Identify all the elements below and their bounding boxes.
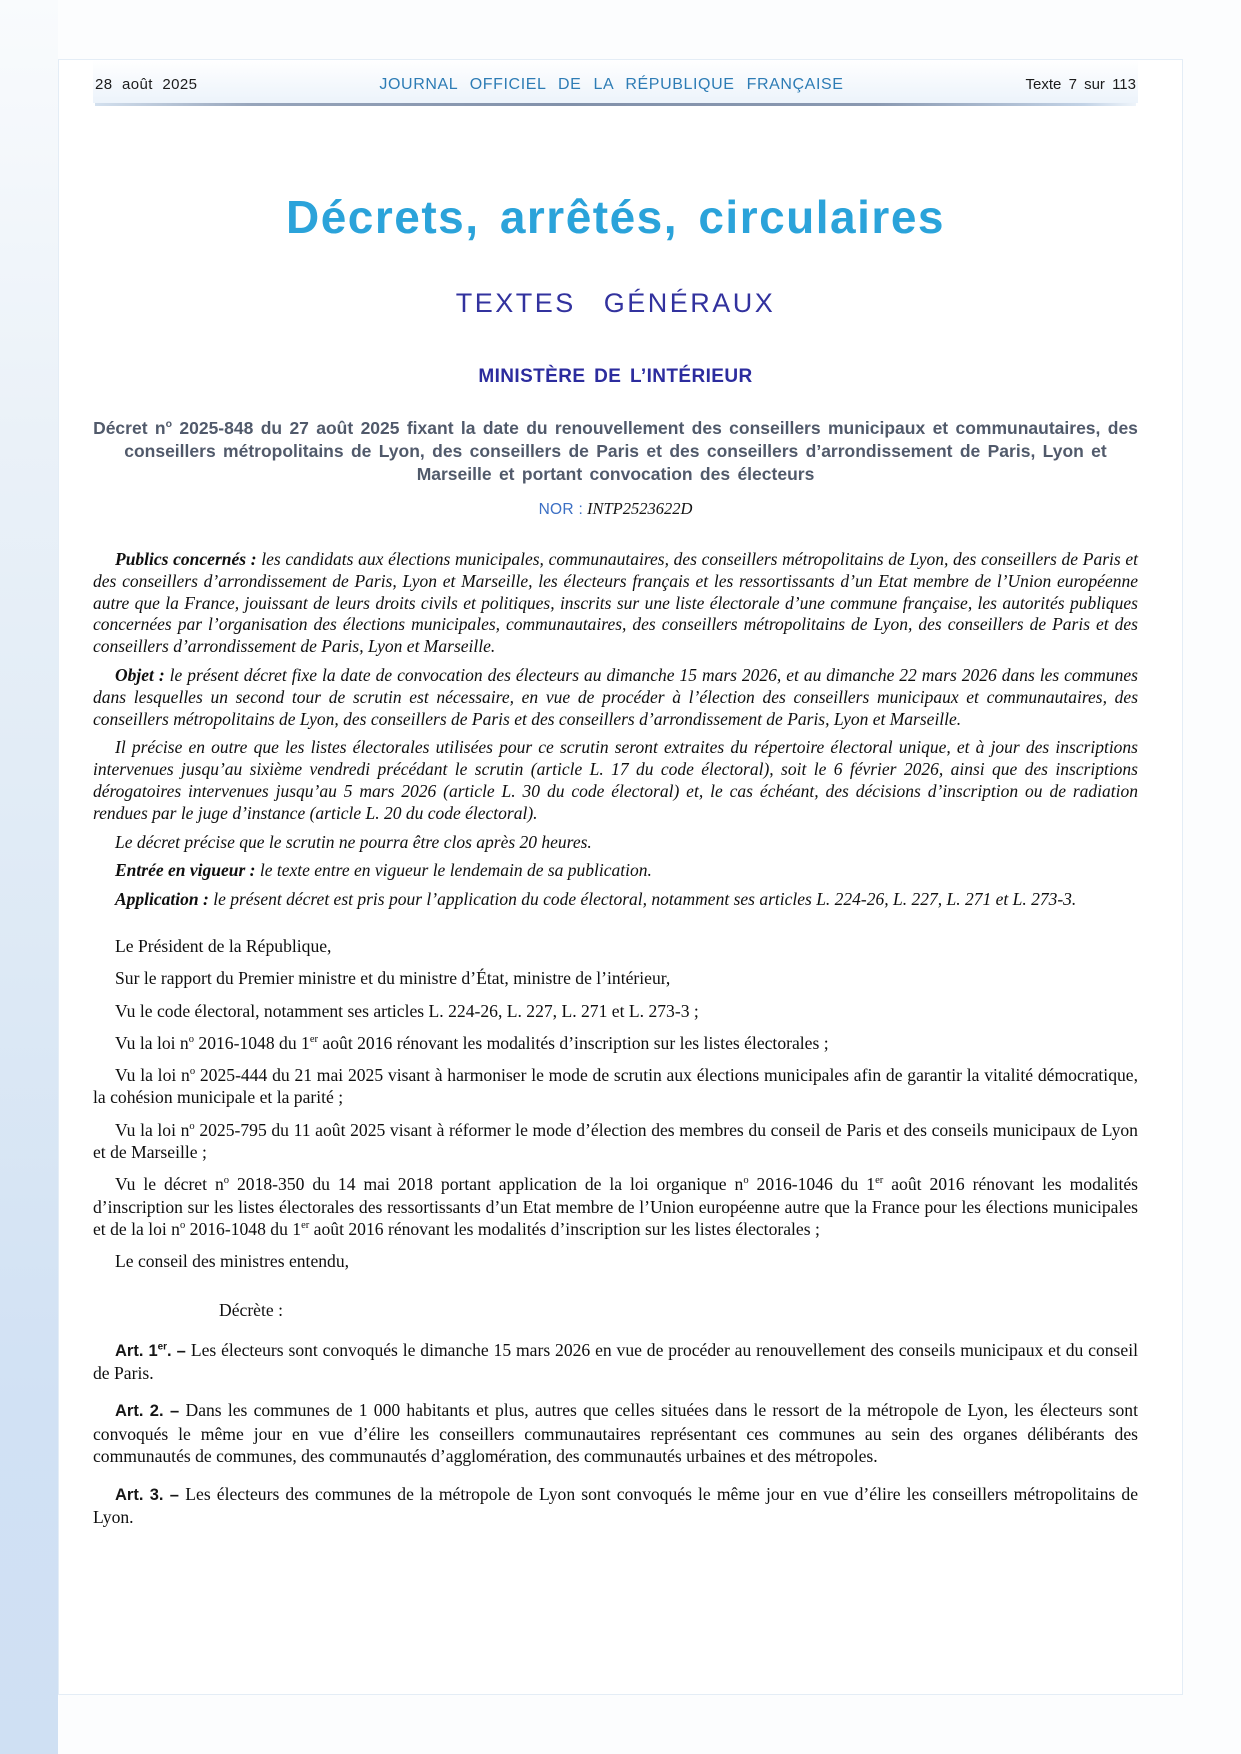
nor-code: INTP2523622D bbox=[587, 499, 693, 518]
article-dash: – bbox=[163, 1402, 186, 1421]
paragraph-lead: Publics concernés : bbox=[115, 549, 257, 569]
preamble-paragraph: Objet : le présent décret fixe la date de convocation des électeurs au dimanche 15 mars 2026, et au dimanche 22 mars 2026 dans les communes dans lesquelles un second tour de scrutin est nécessaire, en vue de procéder à l’élection des conseillers municipaux et communautaires, des conseillers métropolitains de Lyon, des conseillers de Paris et des conseillers d’arrondissement de Paris, Lyon et Marseille. bbox=[93, 664, 1138, 729]
recital-paragraph: Le Président de la République, bbox=[115, 935, 332, 956]
left-margin-gradient bbox=[0, 0, 58, 1754]
ministry-heading: MINISTÈRE DE L’INTÉRIEUR bbox=[478, 366, 753, 387]
paragraph-lead: Objet : bbox=[115, 664, 165, 685]
recital-paragraph: Vu la loi $n^o$ 2016-1048 du 1er août 2016 rénovant les modalités d’inscription sur les listes électorales ; bbox=[115, 1032, 829, 1053]
decrete-word: Décrète : bbox=[219, 1299, 283, 1320]
article-paragraph: Art. 1er. – Les électeurs sont convoqués le dimanche 15 mars 2026 en vue de procéder au renouvellement des conseils municipaux et du conseil de Paris. bbox=[93, 1339, 1138, 1383]
nor-label: NOR : bbox=[538, 501, 584, 518]
preamble-paragraph: Il précise en outre que les listes électorales utilisées pour ce scrutin seront extraites du répertoire électoral unique, et à jour des inscriptions intervenues jusqu’au sixième vendredi précédant le scrutin (article L. 17 du code électoral), soit le 6 février 2026, ainsi que des inscriptions dérogatoires intervenues jusqu’au 5 mars 2026 (article L. 30 du code électoral) et, le cas échéant, des décisions d’inscription ou de radiation rendues par le juge d’instance (article L. 20 du code électoral). bbox=[93, 737, 1138, 823]
recital-paragraph: Vu la loi $n^o$ 2025-795 du 11 août 2025 visant à réformer le mode d’élection des membres du conseil de Paris et des conseils municipaux de Lyon et de Marseille ; bbox=[93, 1119, 1138, 1163]
preamble-paragraph: Application : le présent décret est pris pour l’application du code électoral, notamment ses articles L. 224-26, L. 227, L. 271 et L. 273-3. bbox=[115, 889, 1077, 910]
recital-paragraph: Sur le rapport du Premier ministre et du ministre d’État, ministre de l’intérieur, bbox=[115, 968, 671, 989]
decree-title: Décret $n^o$ 2025-848 du 27 août 2025 fixant la date du renouvellement des conseillers municipaux et communautaires, des conseillers métropolitains de Lyon, des conseillers de Paris et des conseillers d’arrondissement de Paris, Lyon et Marseille et portant convocation des électeurs bbox=[93, 418, 1138, 484]
subsection-title: TEXTES GÉNÉRAUX bbox=[455, 288, 776, 318]
document-page bbox=[58, 59, 1183, 1695]
article-paragraph: Art. 2. – Dans les communes de 1 000 habitants et plus, autres que celles situées dans le ressort de la métropole de Lyon, les électeurs sont convoqués le même jour en vue d’élire les conseillers communautaires représentant ces communes au sein des organes délibérants des communautés de communes, des communautés d’agglomération, des communautés urbaines et des métropoles. bbox=[93, 1400, 1138, 1467]
recital-paragraph: Vu la loi $n^o$ 2025-444 du 21 mai 2025 visant à harmoniser le mode de scrutin aux élections municipales afin de garantir la vitalité démocratique, la cohésion municipale et la parité ; bbox=[93, 1065, 1138, 1108]
preamble-section bbox=[93, 549, 1138, 911]
section-title: Décrets, arrêtés, circulaires bbox=[285, 191, 945, 243]
preamble-paragraph: Entrée en vigueur : le texte entre en vigueur le lendemain de sa publication. bbox=[115, 860, 652, 881]
recital-paragraph: Le conseil des ministres entendu, bbox=[115, 1251, 350, 1272]
article-label: Art. 2. bbox=[115, 1402, 164, 1421]
preamble-paragraph: Le décret précise que le scrutin ne pourra être clos après 20 heures. bbox=[115, 831, 592, 852]
header-journal-title: JOURNAL OFFICIEL DE LA RÉPUBLIQUE FRANÇAISE bbox=[379, 76, 844, 93]
article-dash: – bbox=[171, 1341, 191, 1360]
recitals-section bbox=[93, 935, 1138, 1273]
header-date: 28 août 2025 bbox=[95, 76, 198, 93]
articles-section bbox=[93, 1339, 1138, 1529]
preamble-paragraph: Publics concernés : les candidats aux élections municipales, communautaires, des conseillers métropolitains de Lyon, des conseillers de Paris et des conseillers d’arrondissement de Paris, Lyon et Marseille, les électeurs français et les ressortissants d’un Etat membre de l’Union européenne autre que la France, jouissant de leurs droits civils et politiques, inscrits sur une liste électorale d’une commune française, les autorités publiques concernées par l’organisation des élections municipales, communautaires, des conseillers métropolitains de Lyon, des conseillers de Paris et des conseillers d’arrondissement de Paris, Lyon et Marseille. bbox=[93, 549, 1138, 657]
article-paragraph: Art. 3. – Les électeurs des communes de la métropole de Lyon sont convoqués le même jour en vue d’élire les conseillers métropolitains de Lyon. bbox=[93, 1483, 1138, 1527]
recital-paragraph: Vu le décret $n^o$ 2018-350 du 14 mai 2018 portant application de la loi organique $n^o$ 2016-1046 du 1er août 2016 rénovant les modalités d’inscription sur les listes électorales des ressortissants d’un Etat membre de l’Union européenne autre que la France pour les élections municipales et de la loi $n^o$ 2016-1048 du 1er août 2016 rénovant les modalités d’inscription sur les listes électorales ; bbox=[93, 1174, 1139, 1239]
header-text-ref: Texte 7 sur 113 bbox=[1025, 76, 1136, 93]
paragraph-lead: Entrée en vigueur : bbox=[115, 860, 256, 881]
article-label: Art. 1er. bbox=[115, 1341, 172, 1360]
article-label: Art. 3. bbox=[115, 1485, 164, 1504]
page-header bbox=[93, 60, 1138, 103]
nor-line bbox=[93, 499, 1138, 519]
article-dash: – bbox=[163, 1485, 186, 1504]
header-rule bbox=[95, 103, 1136, 106]
recital-paragraph: Vu le code électoral, notamment ses articles L. 224-26, L. 227, L. 271 et L. 273-3 ; bbox=[115, 1000, 699, 1021]
paragraph-lead: Application : bbox=[115, 889, 209, 910]
